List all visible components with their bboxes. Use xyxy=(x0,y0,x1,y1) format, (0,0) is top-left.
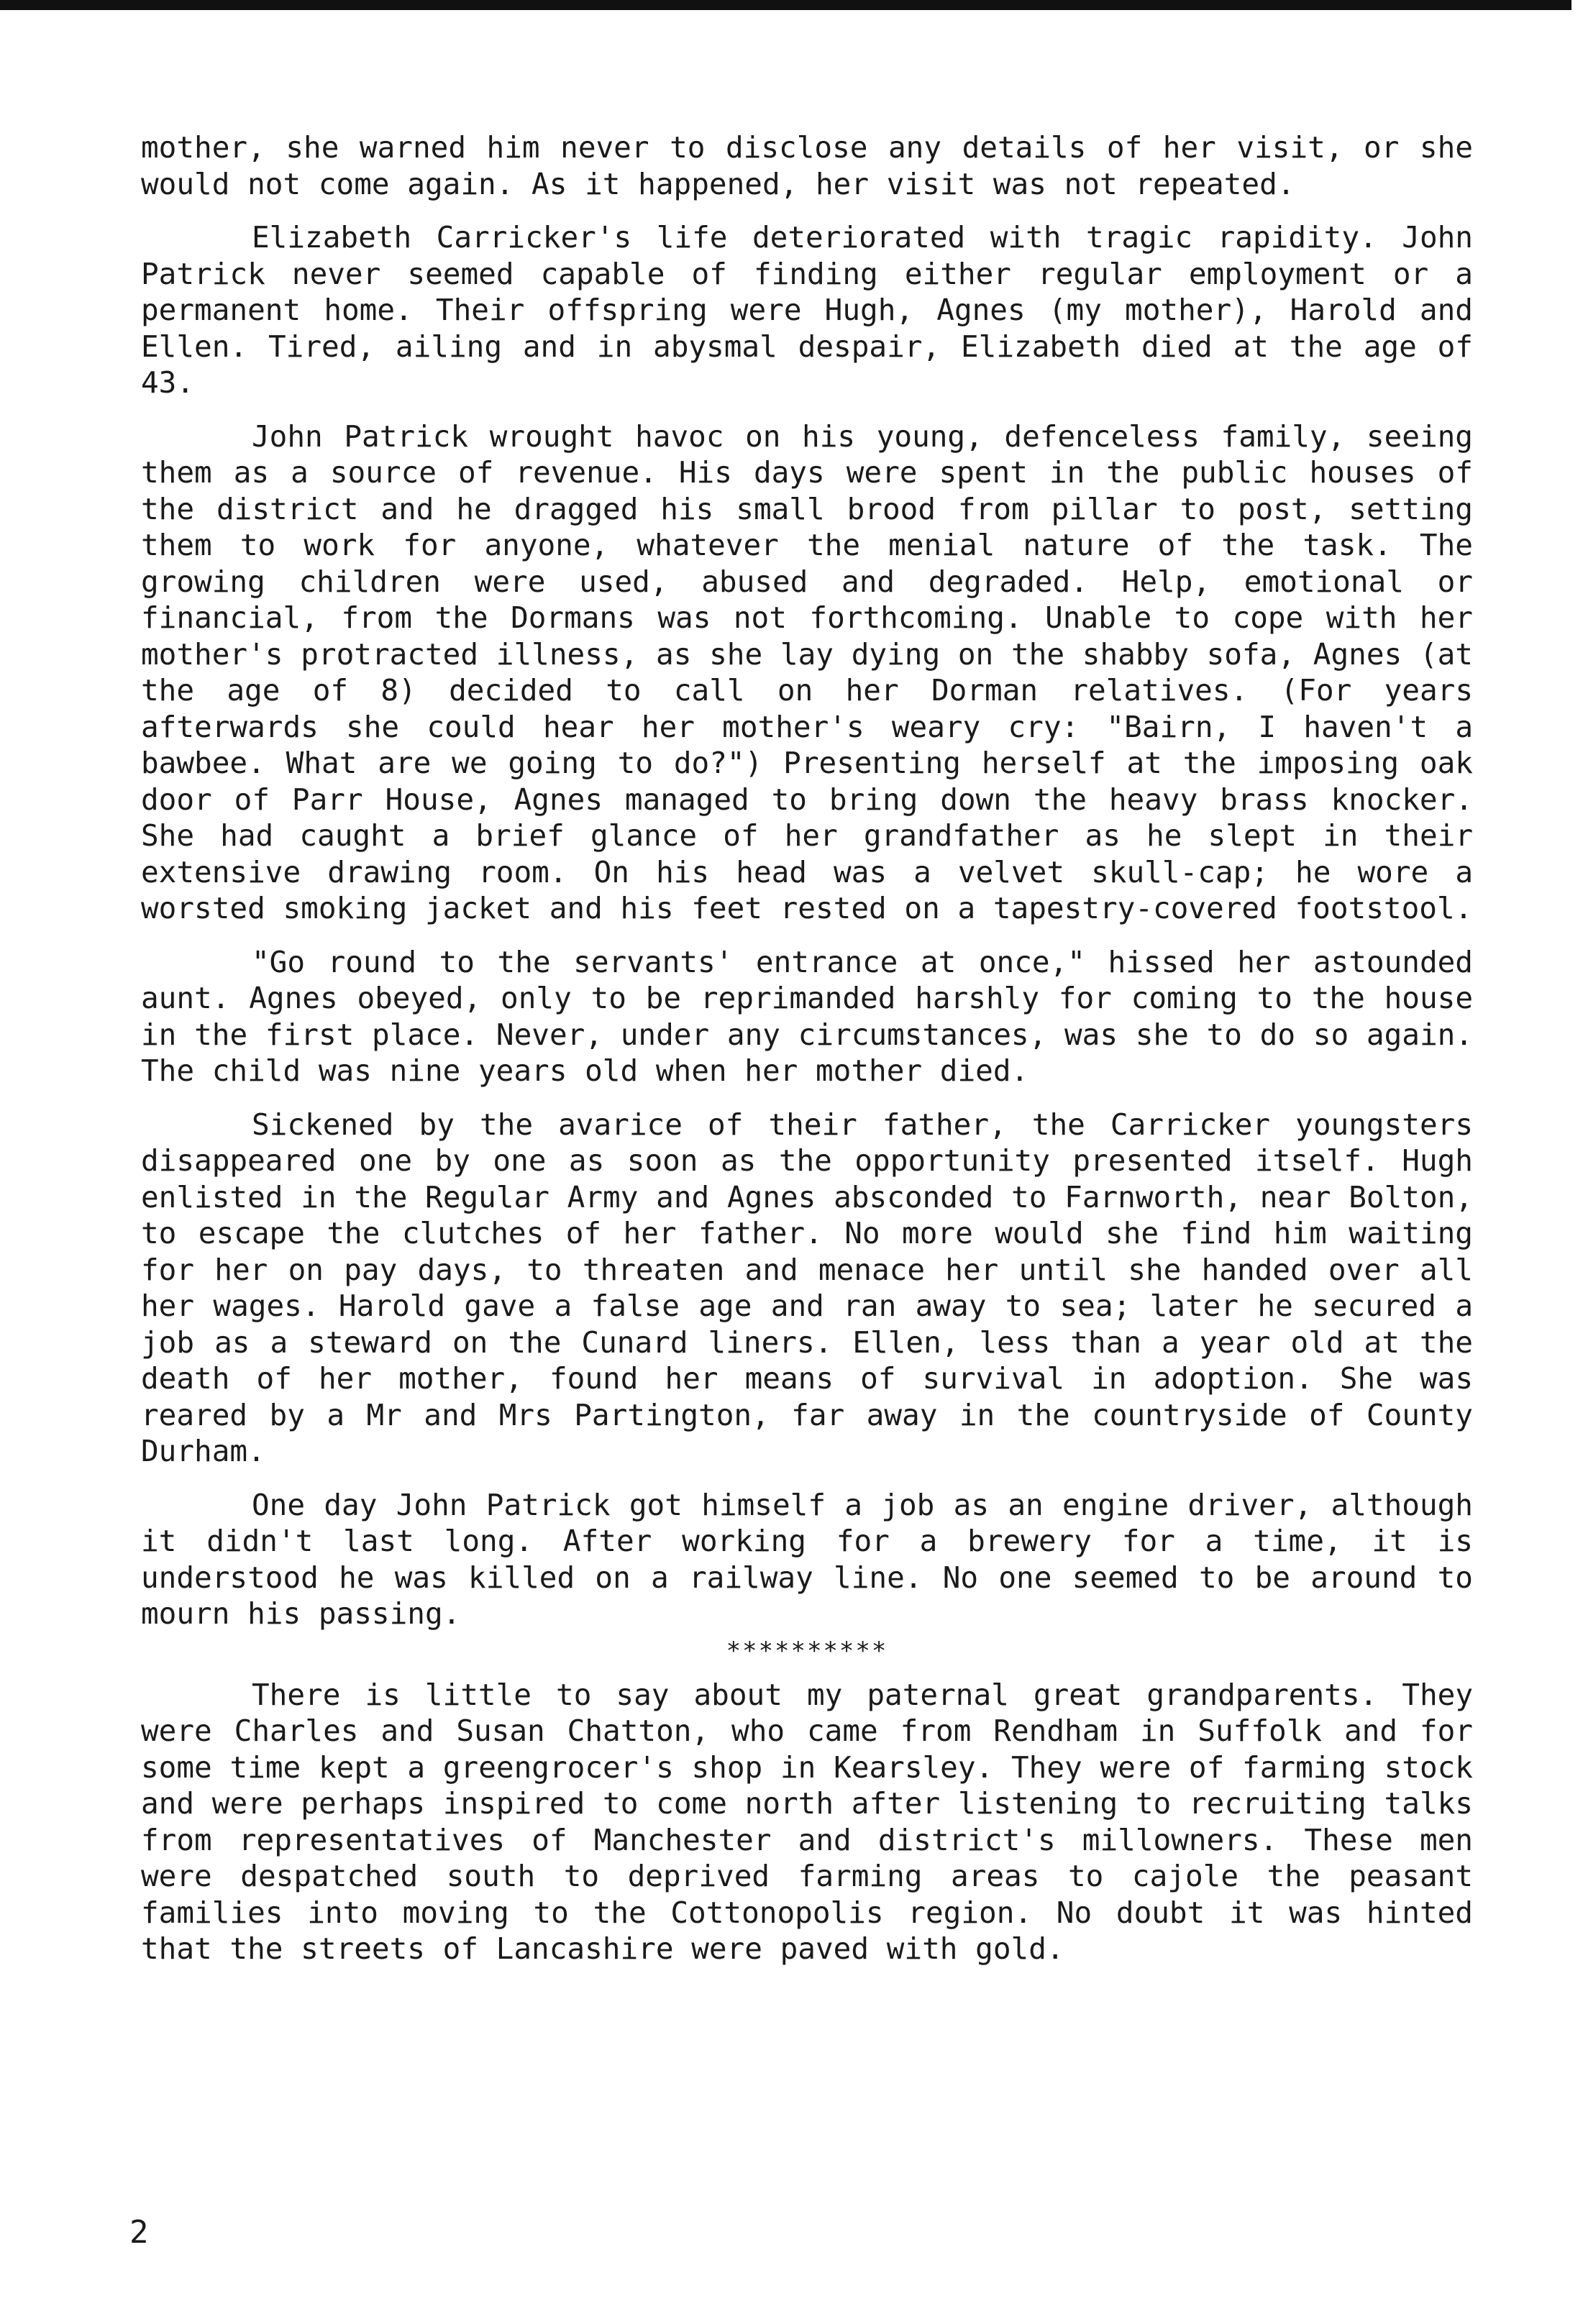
paragraph: One day John Patrick got himself a job as an engine driver, although it didn't last long. After working for a brewery for a time, it is understood he was killed on a railway line. No one seemed to be around to mourn his passing. xyxy=(141,1487,1473,1631)
paragraph: Sickened by the avarice of their father, the Carricker youngsters disappeared one by one as soon as the opportunity presented itself. Hugh enlisted in the Regular Army and Agnes absconded to Farnworth, near Bolton, to escape the clutches of her father. No more would she find him waiting for her on pay days, to threaten and menace her until she handed over all her wages. Harold gave a false age and ran away to sea; later he secured a job as a steward on the Cunard liners. Ellen, less than a year old at the death of her mother, found her means of survival in adoption. She was reared by a Mr and Mrs Partington, far away in the countryside of County Durham. xyxy=(141,1107,1473,1468)
page-number: 2 xyxy=(129,2214,149,2251)
paragraph: mother, she warned him never to disclose any details of her visit, or she would not come again. As it happened, her visit was not repeated. xyxy=(141,130,1473,201)
section-separator: ********** xyxy=(726,1636,888,1665)
paragraph: There is little to say about my paternal great grandparents. They were Charles and Susan Chatton, who came from Rendham in Suffolk and for some time kept a greengrocer's shop in Kearsley. They were of farming stock and were perhaps inspired to come north after listening to recruiting talks from representatives of Manchester and district's millowners. These men were despatched south to deprived farming areas to cajole the peasant families into moving to the Cottonopolis region. No doubt it was hinted that the streets of Lancashire were paved with gold. xyxy=(141,1677,1473,1966)
paragraph: "Go round to the servants' entrance at once," hissed her astounded aunt. Agnes obeyed, only to be reprimanded harshly for coming to the house in the first place. Never, under any circumstances, was she to do so again. The child was nine years old when her mother died. xyxy=(141,944,1473,1088)
paragraph: John Patrick wrought havoc on his young, defenceless family, seeing them as a source of revenue. His days were spent in the public houses of the district and he dragged his small brood from pillar to post, setting them to work for anyone, whatever the menial nature of the task. The growing children were used, abused and degraded. Help, emotional or financial, from the Dormans was not forthcoming. Unable to cope with her mother's protracted illness, as she lay dying on the shabby sofa, Agnes (at the age of 8) decided to call on her Dorman relatives. (For years afterwards she could hear her mother's weary cry: "Bairn, I haven't a bawbee. What are we going to do?") Presenting herself at the imposing oak door of Parr House, Agnes managed to bring down the heavy brass knocker. She had caught a brief glance of her grandfather as he slept in their extensive drawing room. On his head was a velvet skull-cap; he wore a worsted smoking jacket and his feet rested on a tapestry-covered footstool. xyxy=(141,418,1473,925)
paragraph: Elizabeth Carricker's life deteriorated with tragic rapidity. John Patrick never seemed capable of finding either regular employment or a permanent home. Their offspring were Hugh, Agnes (my mother), Harold and Ellen. Tired, ailing and in abysmal despair, Elizabeth died at the age of 43. xyxy=(141,220,1473,400)
page-text xyxy=(141,129,1473,1967)
top-rule xyxy=(0,0,1571,10)
